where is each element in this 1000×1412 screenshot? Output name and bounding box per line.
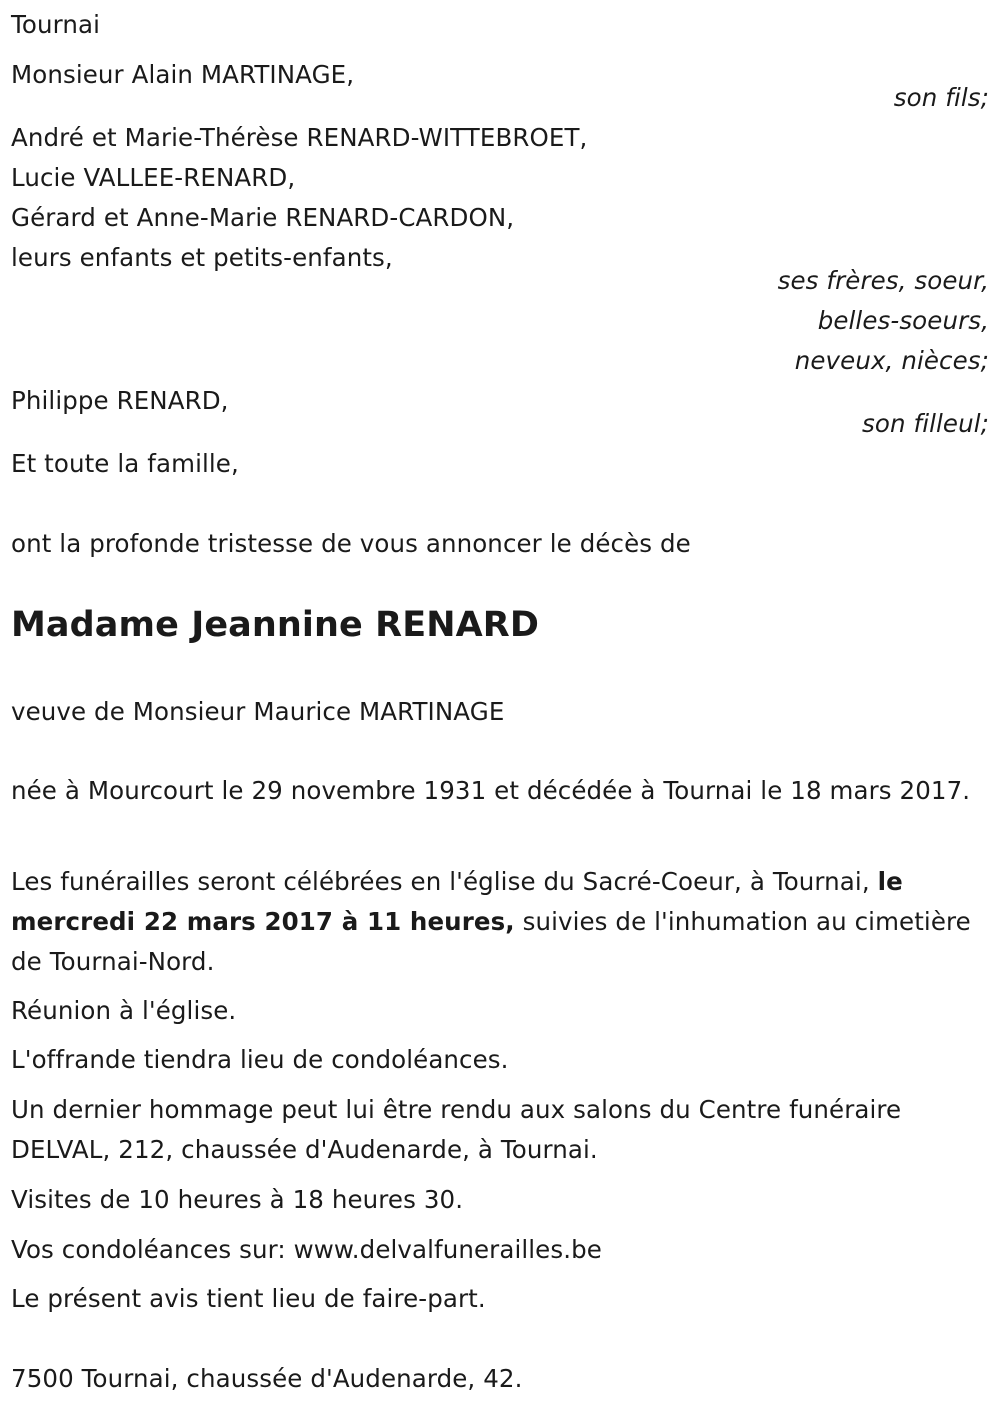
funeral-paragraph (11, 862, 986, 982)
meeting-note: Réunion à l'église. (11, 996, 237, 1025)
godson-name: Philippe RENARD, (11, 386, 229, 415)
sibling-relation-3: neveux, nièces; (794, 346, 989, 375)
funeral-intro: Les funérailles seront célébrées en l'église du Sacré-Coeur, à Tournai, (11, 867, 878, 896)
widow-of: veuve de Monsieur Maurice MARTINAGE (11, 697, 505, 726)
funeral-rest: suivies de l'inhumation au cimetière de Tournai-Nord. (11, 907, 971, 976)
sibling-line-4: leurs enfants et petits-enfants, (11, 243, 393, 272)
tribute-note: Un dernier hommage peut lui être rendu aux salons du Centre funéraire DELVAL, 212, chaussée d'Audenarde, à Tournai. (11, 1095, 902, 1164)
sibling-relation-1: ses frères, soeur, (777, 266, 989, 295)
funeral-date: le mercredi 22 mars 2017 à 11 heures, (11, 867, 903, 936)
son-relation: son fils; (893, 83, 989, 112)
address-line: 7500 Tournai, chaussée d'Audenarde, 42. (11, 1364, 523, 1393)
godson-relation: son filleul; (862, 409, 989, 438)
son-name: Monsieur Alain MARTINAGE, (11, 60, 355, 89)
announcement-text: ont la profonde tristesse de vous annoncer le décès de (11, 529, 691, 558)
all-family: Et toute la famille, (11, 449, 239, 478)
sibling-line-3: Gérard et Anne-Marie RENARD-CARDON, (11, 203, 515, 232)
deceased-name: Madame Jeannine RENARD (11, 605, 540, 645)
sibling-relation-2: belles-soeurs, (817, 306, 989, 335)
birth-death-text: née à Mourcourt le 29 novembre 1931 et décédée à Tournai le 18 mars 2017. (11, 776, 971, 805)
sibling-line-2: Lucie VALLEE-RENARD, (11, 163, 296, 192)
city-heading: Tournai (11, 10, 101, 39)
offering-note: L'offrande tiendra lieu de condoléances. (11, 1045, 509, 1074)
visits-note: Visites de 10 heures à 18 heures 30. (11, 1185, 464, 1214)
condolences-note: Vos condoléances sur: www.delvalfunerailles.be (11, 1235, 602, 1264)
notice-note: Le présent avis tient lieu de faire-part. (11, 1284, 486, 1313)
sibling-line-1: André et Marie-Thérèse RENARD-WITTEBROET, (11, 123, 588, 152)
